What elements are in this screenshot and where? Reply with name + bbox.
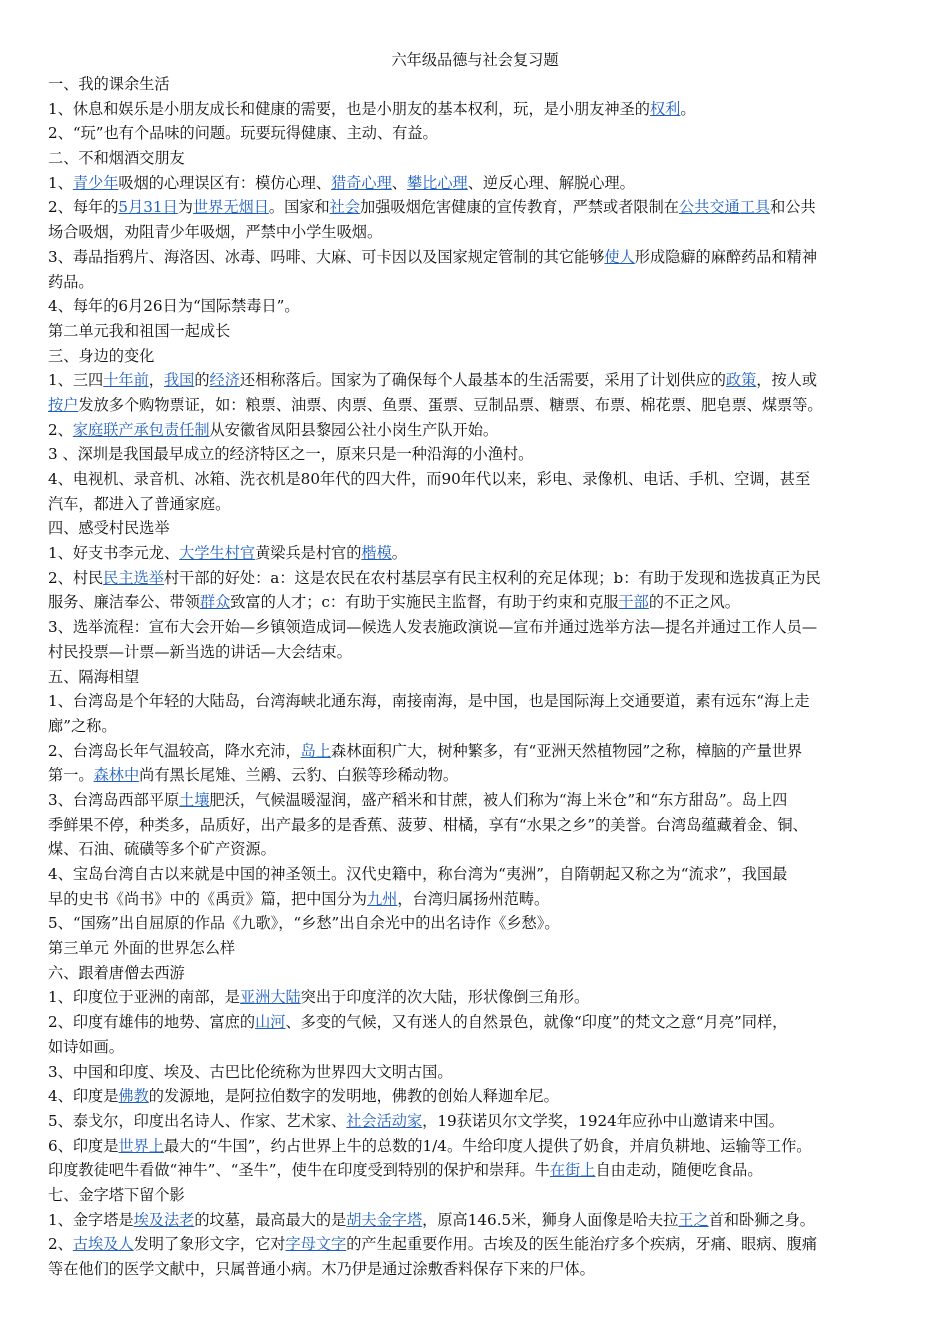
hyperlink[interactable]: 森林中	[93, 766, 140, 785]
hyperlink[interactable]: 十年前	[103, 371, 149, 390]
text-line	[48, 171, 898, 196]
text-run: ，按人或	[756, 371, 818, 390]
hyperlink[interactable]: 我国	[163, 371, 195, 390]
text-line	[48, 813, 898, 838]
hyperlink[interactable]: 岛上	[300, 741, 332, 760]
text-line	[48, 665, 898, 690]
text-line	[48, 368, 898, 393]
text-line	[48, 887, 898, 912]
hyperlink[interactable]: 攀比心理	[406, 173, 468, 192]
text-line	[48, 689, 898, 714]
text-line	[48, 516, 898, 541]
text-line	[48, 640, 898, 665]
text-run: 从安徽省凤阳县黎园公社小岗生产队开始。	[209, 420, 499, 439]
text-run: 1、三四	[48, 371, 104, 390]
text-line	[48, 961, 898, 986]
text-run: 1、台湾岛是个年轻的大陆岛，台湾海峡北通东海，南接南海，是中国，也是国际海上交通要道，素有远东“海上走	[48, 692, 810, 711]
text-run: 1、	[48, 173, 73, 192]
text-run: 发明了象形文字，它对	[133, 1235, 286, 1254]
text-run: 还相称落后。国家为了确保每个人最基本的生活需要，采用了计划供应的	[239, 371, 726, 390]
text-run: 吸烟的心理误区有：模仿心理、	[118, 173, 332, 192]
hyperlink[interactable]: 社会活动家	[346, 1111, 423, 1130]
text-line	[48, 862, 898, 887]
text-line	[48, 220, 898, 245]
hyperlink[interactable]: 使人	[604, 247, 635, 266]
text-line	[48, 615, 898, 640]
text-run: 七、金字塔下留个影	[48, 1185, 185, 1204]
text-run: 形成隐癖的麻醉药品和精神	[634, 247, 818, 266]
text-line	[48, 714, 898, 739]
text-run: 3、毒品指鸦片、海洛因、冰毒、吗啡、大麻、可卡因以及国家规定管制的其它能够	[48, 247, 605, 266]
hyperlink[interactable]: 5月31日	[118, 198, 178, 217]
text-line	[48, 245, 898, 270]
text-run: 季鲜果不停，种类多，品质好，出产最多的是香蕉、菠萝、柑橘，享有“水果之乡”的美誉。台湾岛蕴藏着金、铜、	[48, 815, 808, 834]
text-line	[48, 763, 898, 788]
text-run: 第二单元我和祖国一起成长	[48, 321, 231, 340]
text-run: 、	[391, 173, 407, 192]
text-line	[48, 319, 898, 344]
text-line	[48, 195, 898, 220]
hyperlink[interactable]: 王之	[678, 1210, 709, 1229]
text-run: 和公共	[770, 198, 816, 217]
text-run: 服务、廉洁奉公、带领	[48, 593, 200, 612]
text-line	[48, 1232, 898, 1257]
text-run: 森林面积广大，树种繁多，有“亚洲天然植物园”之称，樟脑的产量世界	[331, 741, 803, 760]
text-line	[48, 739, 898, 764]
text-run: 为	[177, 198, 193, 217]
text-run: 1、好支书李元龙、	[48, 544, 180, 563]
hyperlink[interactable]: 在街上	[549, 1161, 596, 1180]
text-run: 1、印度位于亚洲的南部，是	[48, 988, 240, 1007]
text-run: 加强吸烟危害健康的宣传教育，严禁或者限制在	[360, 198, 679, 217]
text-run: 发放多个购物票证，如：粮票、油票、肉票、鱼票、蛋票、豆制品票、糖票、布票、棉花票、肥皂票、煤票等。	[78, 395, 823, 414]
text-line	[48, 1010, 898, 1035]
text-run: 1、金字塔是	[48, 1210, 134, 1229]
text-line	[48, 442, 898, 467]
text-run: 2、村民	[48, 568, 104, 587]
text-run: 2、	[48, 1235, 73, 1254]
text-line	[48, 1084, 898, 1109]
hyperlink[interactable]: 九州	[366, 889, 398, 908]
text-line	[48, 1060, 898, 1085]
text-line	[48, 393, 898, 418]
text-line	[48, 541, 898, 566]
text-line	[48, 911, 898, 936]
text-run: 2、每年的	[48, 198, 119, 217]
hyperlink[interactable]: 古埃及人	[72, 1235, 134, 1254]
text-run: 五、隔海相望	[48, 667, 140, 686]
hyperlink[interactable]: 民主选举	[103, 568, 164, 587]
text-line	[48, 936, 898, 961]
text-run: ，原高146.5米，狮身人面像是哈夫拉	[422, 1210, 679, 1229]
text-run: 。	[680, 99, 696, 118]
document-body	[48, 72, 898, 1282]
text-run: 一、我的课余生活	[48, 75, 170, 93]
text-run: 5、泰戈尔，印度出名诗人、作家、艺术家、	[48, 1111, 347, 1130]
text-line	[48, 1035, 898, 1060]
text-run: ，19获诺贝尔文学奖，1924年应孙中山邀请来中国。	[422, 1111, 784, 1130]
text-line	[48, 270, 898, 295]
text-run: 自由走动，随便吃食品。	[595, 1161, 763, 1180]
text-run: 2、印度有雄伟的地势、富庶的	[48, 1013, 256, 1032]
hyperlink[interactable]: 胡夫金字塔	[346, 1210, 423, 1229]
text-run: 煤、石油、硫磺等多个矿产资源。	[48, 840, 276, 859]
text-run: ，台湾归属扬州范畴。	[397, 889, 550, 908]
text-run: 1、休息和娱乐是小朋友成长和健康的需要，也是小朋友的基本权利，玩，是小朋友神圣的	[48, 99, 650, 118]
hyperlink[interactable]: 按户	[48, 395, 79, 414]
hyperlink[interactable]: 山河	[255, 1013, 286, 1032]
text-line	[48, 344, 898, 369]
text-run: 6、印度是	[48, 1136, 119, 1155]
text-run: 四、感受村民选举	[48, 519, 170, 538]
hyperlink[interactable]: 权利	[649, 99, 681, 118]
text-run: 3、选举流程：宣布大会开始—乡镇领造成词—候选人发表施政演说—宣布并通过选举方法—提名并通过工作人员—	[48, 618, 818, 637]
text-line	[48, 590, 898, 615]
text-run: 3、中国和印度、埃及、古巴比伦统称为世界四大文明古国。	[48, 1062, 453, 1081]
text-run: 村干部的好处：a：这是农民在农村基层享有民主权利的充足体现；b：有助于发现和选拔真正为民	[163, 568, 821, 587]
text-run: 3、台湾岛西部平原	[48, 790, 180, 809]
text-run: 的坟墓，最高最大的是	[194, 1210, 347, 1229]
hyperlink[interactable]: 家庭联产承包责任制	[72, 420, 210, 439]
hyperlink[interactable]: 青少年	[72, 173, 119, 192]
text-line	[48, 837, 898, 862]
text-run: 肥沃，气候温暖湿润，盛产稻米和甘蔗，被人们称为“海上米仓”和“东方甜岛”。岛上四	[209, 790, 788, 809]
text-run: 、逆反心理、解脱心理。	[467, 173, 635, 192]
text-run: 首和卧狮之身。	[708, 1210, 815, 1229]
hyperlink[interactable]: 公共交通工具	[678, 198, 771, 217]
text-run: 等在他们的医学文献中，只属普通小病。木乃伊是通过涂敷香料保存下来的尸体。	[48, 1260, 595, 1278]
text-run: 3 、深圳是我国最早成立的经济特区之一，原来只是一种沿海的小渔村。	[48, 445, 534, 464]
text-run: 黄梁兵是村官的	[255, 544, 362, 563]
text-run: 村民投票—计票—新当选的讲话—大会结束。	[48, 642, 352, 661]
text-run: 4、宝岛台湾自古以来就是中国的神圣领土。汉代史籍中，称台湾为“夷洲”，自隋朝起又称之为“流求”，我国最	[48, 865, 788, 883]
hyperlink[interactable]: 佛教	[118, 1087, 149, 1106]
hyperlink[interactable]: 干部	[618, 593, 649, 612]
text-line	[48, 121, 898, 146]
text-run: 廊”之称。	[48, 716, 117, 735]
hyperlink[interactable]: 经济	[209, 371, 240, 390]
text-line	[48, 97, 898, 122]
text-line	[48, 72, 898, 97]
text-line	[48, 492, 898, 517]
hyperlink[interactable]: 猎奇心理	[331, 173, 392, 192]
hyperlink[interactable]: 楷模	[361, 544, 392, 563]
text-run: 汽车，都进入了普通家庭。	[48, 494, 231, 513]
text-run: 4、电视机、录音机、冰箱、洗衣机是80年代的四大件，而90年代以来，彩电、录像机、电话、手机、空调，甚至	[48, 470, 811, 488]
text-run: 印度教徒吧牛看做“神牛”、“圣牛”，使牛在印度受到特别的保护和崇拜。牛	[48, 1161, 550, 1180]
text-run: 最大的“牛国”，约占世界上牛的总数的1/4。牛给印度人提供了奶食，并肩负耕地、运输等工作。	[163, 1136, 812, 1155]
text-line	[48, 985, 898, 1010]
text-run: 4、印度是	[48, 1087, 119, 1106]
text-run: 尚有黑长尾雉、兰鹇、云豹、白猴等珍稀动物。	[139, 766, 459, 785]
text-run: 三、身边的变化	[48, 346, 155, 365]
text-line	[48, 1183, 898, 1208]
text-run: 2、台湾岛长年气温较高，降水充沛，	[48, 741, 301, 760]
document-title: 六年级品德与社会复习题	[391, 51, 559, 69]
hyperlink[interactable]: 社会	[329, 198, 361, 217]
text-line	[48, 566, 898, 591]
text-run: 致富的人才；c：有助于实施民主监督，有助于约束和克服	[230, 593, 619, 612]
text-line	[48, 1208, 898, 1233]
text-line	[48, 1257, 898, 1282]
hyperlink[interactable]: 埃及法老	[133, 1210, 195, 1229]
hyperlink[interactable]: 世界上	[118, 1136, 164, 1155]
text-line	[48, 418, 898, 443]
text-run: 突出于印度洋的次大陆，形状像倒三角形。	[300, 988, 590, 1007]
hyperlink[interactable]: 世界无烟日	[192, 198, 269, 217]
text-run: 的产生起重要作用。古埃及的医生能治疗多个疾病，牙痛、眼病、腹痛	[346, 1235, 818, 1254]
text-run: 、多变的气候，又有迷人的自然景色，就像“印度”的梵文之意“月亮”同样，	[285, 1013, 788, 1032]
text-run: 的	[194, 371, 210, 390]
text-run: 六、跟着唐僧去西游	[48, 963, 185, 982]
text-line	[48, 1109, 898, 1134]
text-run: 2、“玩”也有个品味的问题。玩要玩得健康、主动、有益。	[48, 124, 438, 143]
hyperlink[interactable]: 字母文字	[285, 1235, 347, 1254]
text-run: 第三单元 外面的世界怎么样	[48, 939, 236, 958]
text-run: 如诗如画。	[48, 1037, 124, 1056]
text-line	[48, 294, 898, 319]
text-run: 二、不和烟酒交朋友	[48, 149, 185, 168]
text-run: 5、“国殇”出自屈原的作品《九歌》，“乡愁”出自余光中的出名诗作《乡愁》。	[48, 914, 560, 933]
text-line	[48, 1158, 898, 1183]
hyperlink[interactable]: 政策	[725, 371, 757, 390]
text-run: 4、每年的6月26日为“国际禁毒日”。	[48, 297, 300, 316]
text-run: 。国家和	[268, 198, 330, 217]
hyperlink[interactable]: 土壤	[179, 790, 210, 809]
text-run: 第一。	[48, 766, 94, 785]
text-line	[48, 467, 898, 492]
hyperlink[interactable]: 群众	[199, 593, 231, 612]
text-run: 药品。	[48, 272, 94, 291]
text-run: ，	[148, 371, 164, 390]
text-run: 早的史书《尚书》中的《禹贡》篇，把中国分为	[48, 889, 367, 908]
text-run: 的发源地，是阿拉伯数字的发明地，佛教的创始人释迦牟尼。	[148, 1087, 559, 1106]
text-line	[48, 1134, 898, 1159]
hyperlink[interactable]: 亚洲大陆	[239, 988, 301, 1007]
text-line	[48, 146, 898, 171]
text-run: 的不正之风。	[648, 593, 740, 612]
text-run: 2、	[48, 420, 73, 439]
hyperlink[interactable]: 大学生村官	[179, 544, 256, 563]
text-run: 。	[391, 544, 407, 563]
text-line	[48, 788, 898, 813]
text-run: 场合吸烟，劝阻青少年吸烟，严禁中小学生吸烟。	[48, 223, 383, 242]
